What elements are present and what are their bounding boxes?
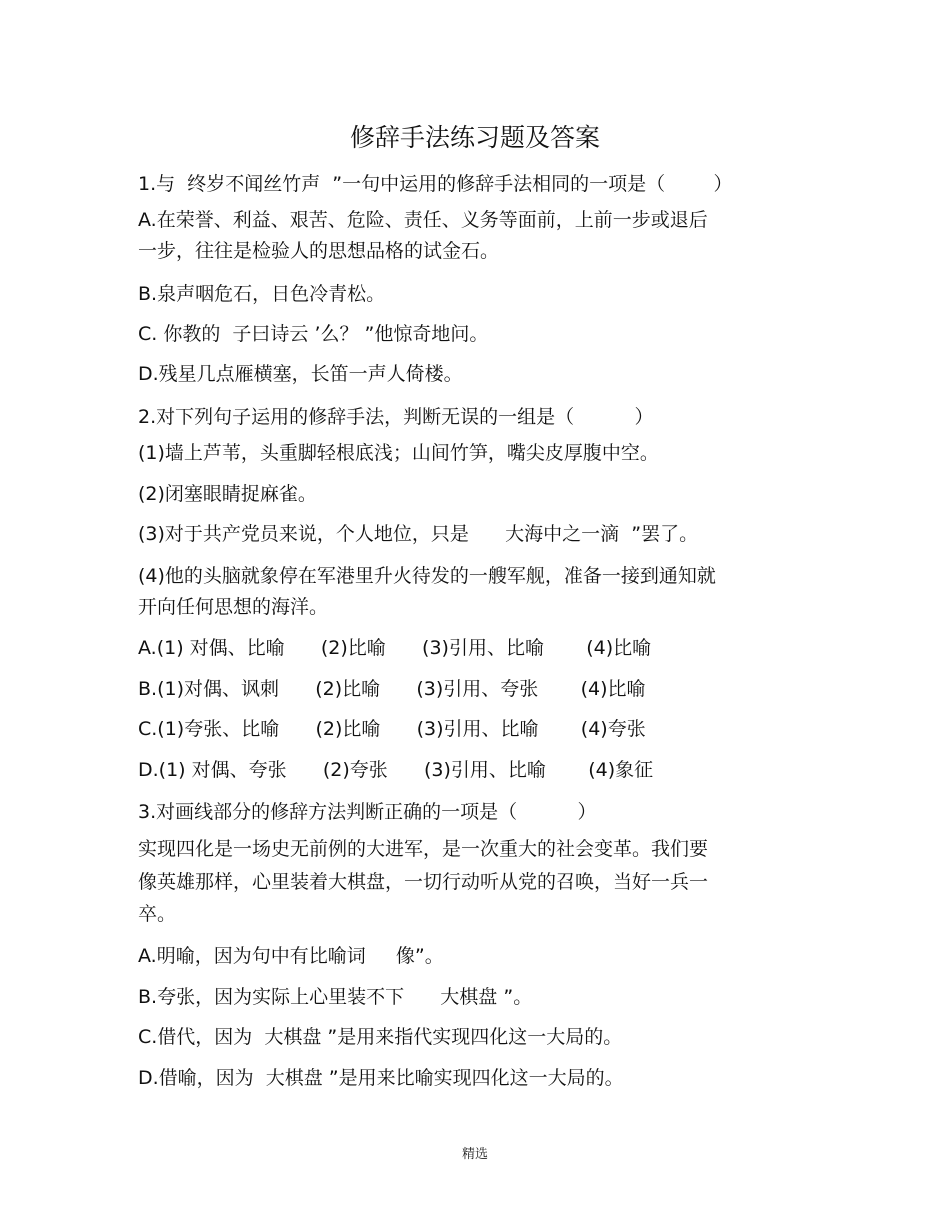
question-3-stem: 3.对画线部分的修辞方法判断正确的一项是（ ） (138, 801, 597, 823)
question-2-stem: 2.对下列句子运用的修辞手法，判断无误的一组是（ ） (138, 406, 654, 428)
question-1-option-d: D.残星几点雁横塞，长笛一声人倚楼。 (138, 363, 463, 385)
question-2-sentence-4: (4)他的头脑就象停在军港里升火待发的一艘军舰，准备一接到通知就 (138, 565, 716, 587)
question-3-passage-1: 实现四化是一场史无前例的大进军，是一次重大的社会变革。我们要 (138, 838, 709, 860)
question-1-option-a: A.在荣誉、利益、艰苦、危险、责任、义务等面前，上前一步或退后 (138, 209, 708, 231)
page-footer: 精选 (461, 1147, 488, 1162)
question-1-option-a-cont: 一步，往往是检验人的思想品格的试金石。 (138, 240, 500, 262)
question-2-sentence-3: (3)对于共产党员来说，个人地位，只是 大海中之一滴 ”罢了。 (138, 523, 699, 545)
question-2-option-b: B.(1)对偶、讽刺 (2)比喻 (3)引用、夸张 (4)比喻 (138, 678, 646, 700)
question-2-sentence-2: (2)闭塞眼睛捉麻雀。 (138, 483, 317, 505)
question-3-option-d: D.借喻，因为 大棋盘 ”是用来比喻实现四化这一大局的。 (138, 1067, 624, 1089)
question-1-stem: 1.与 终岁不闻丝竹声 ”一句中运用的修辞手法相同的一项是（ ） (138, 173, 733, 195)
question-3-option-c: C.借代，因为 大棋盘 ”是用来指代实现四化这一大局的。 (138, 1026, 623, 1048)
question-2-sentence-1: (1)墙上芦苇，头重脚轻根底浅；山间竹笋，嘴尖皮厚腹中空。 (138, 442, 659, 464)
document-title: 修辞手法练习题及答案 (349, 123, 600, 152)
question-3-option-a: A.明喻，因为句中有比喻词 像”。 (138, 945, 444, 967)
question-2-option-a: A.(1) 对偶、比喻 (2)比喻 (3)引用、比喻 (4)比喻 (138, 637, 652, 659)
question-2-sentence-4-cont: 开向任何思想的海洋。 (138, 596, 329, 618)
question-3-option-b: B.夸张，因为实际上心里装不下 大棋盘 ”。 (138, 986, 533, 1008)
question-1-option-c: C. 你教的 子曰诗云 ’么？ ”他惊奇地问。 (138, 323, 489, 345)
question-2-option-d: D.(1) 对偶、夸张 (2)夸张 (3)引用、比喻 (4)象征 (138, 759, 654, 781)
question-1-option-b: B.泉声咽危石，日色冷青松。 (138, 283, 386, 305)
question-2-option-c: C.(1)夸张、比喻 (2)比喻 (3)引用、比喻 (4)夸张 (138, 718, 646, 740)
question-3-passage-3: 卒。 (138, 903, 177, 925)
question-3-passage-2: 像英雄那样，心里装着大棋盘，一切行动听从党的召唤，当好一兵一 (138, 871, 709, 893)
